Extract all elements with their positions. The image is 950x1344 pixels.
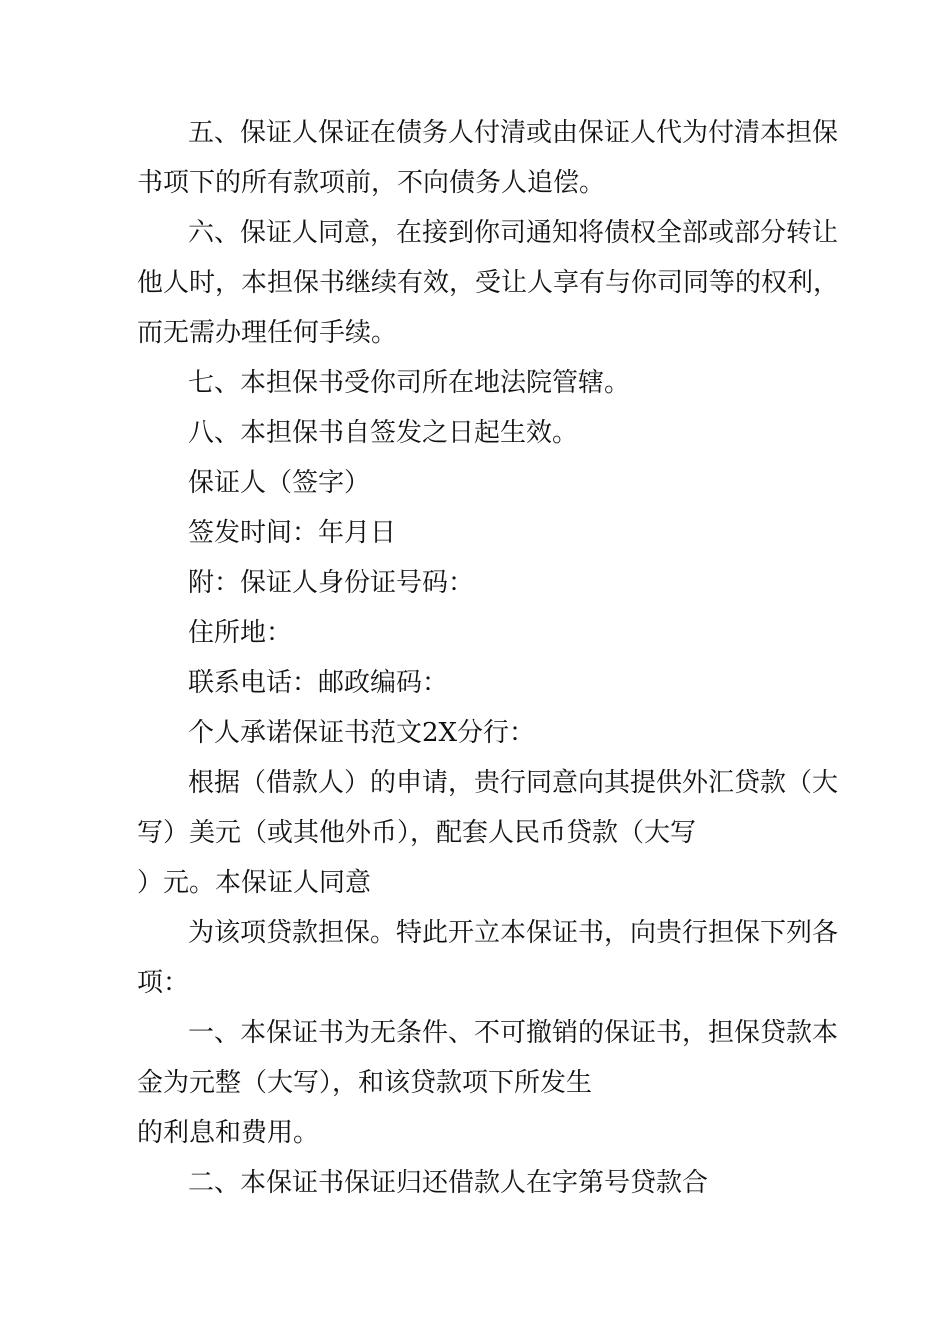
- address-line: 住所地：: [188, 618, 293, 648]
- paragraph-line: 二、本保证书保证归还借款人在字第号贷款合: [188, 1168, 709, 1198]
- paragraph-line: 金为元整（大写），和该贷款项下所发生: [137, 1068, 593, 1098]
- paragraph-line: 五、保证人保证在债务人付清或由保证人代为付清本担保: [188, 118, 839, 148]
- paragraph-line: 他人时，本担保书继续有效，受让人享有与你司同等的权利，: [137, 268, 840, 298]
- paragraph-line: 的利息和费用。: [137, 1118, 320, 1148]
- paragraph-line: 而无需办理任何手续。: [137, 318, 398, 348]
- paragraph-line: 为该项贷款担保。特此开立本保证书，向贵行担保下列各: [188, 918, 839, 948]
- paragraph-line: 一、本保证书为无条件、不可撤销的保证书，担保贷款本: [188, 1018, 839, 1048]
- id-number-line: 附：保证人身份证号码：: [188, 568, 475, 598]
- paragraph-line: 书项下的所有款项前，不向债务人追偿。: [137, 168, 606, 198]
- issue-date-line: 签发时间：年月日: [188, 518, 397, 548]
- paragraph-line: 八、本担保书自签发之日起生效。: [188, 418, 579, 448]
- section-heading: 个人承诺保证书范文2X分行：: [188, 718, 536, 748]
- paragraph-line: 七、本担保书受你司所在地法院管辖。: [188, 368, 631, 398]
- paragraph-line: 写）美元（或其他外币），配套人民币贷款（大写: [137, 818, 697, 848]
- paragraph-line: ）元。本保证人同意: [137, 868, 372, 898]
- signature-line: 保证人（签字）: [188, 468, 371, 498]
- paragraph-line: 六、保证人同意，在接到你司通知将债权全部或部分转让: [188, 218, 839, 248]
- paragraph-line: 项：: [137, 968, 190, 998]
- paragraph-line: 根据（借款人）的申请，贵行同意向其提供外汇贷款（大: [188, 768, 839, 798]
- contact-line: 联系电话：邮政编码：: [188, 668, 449, 698]
